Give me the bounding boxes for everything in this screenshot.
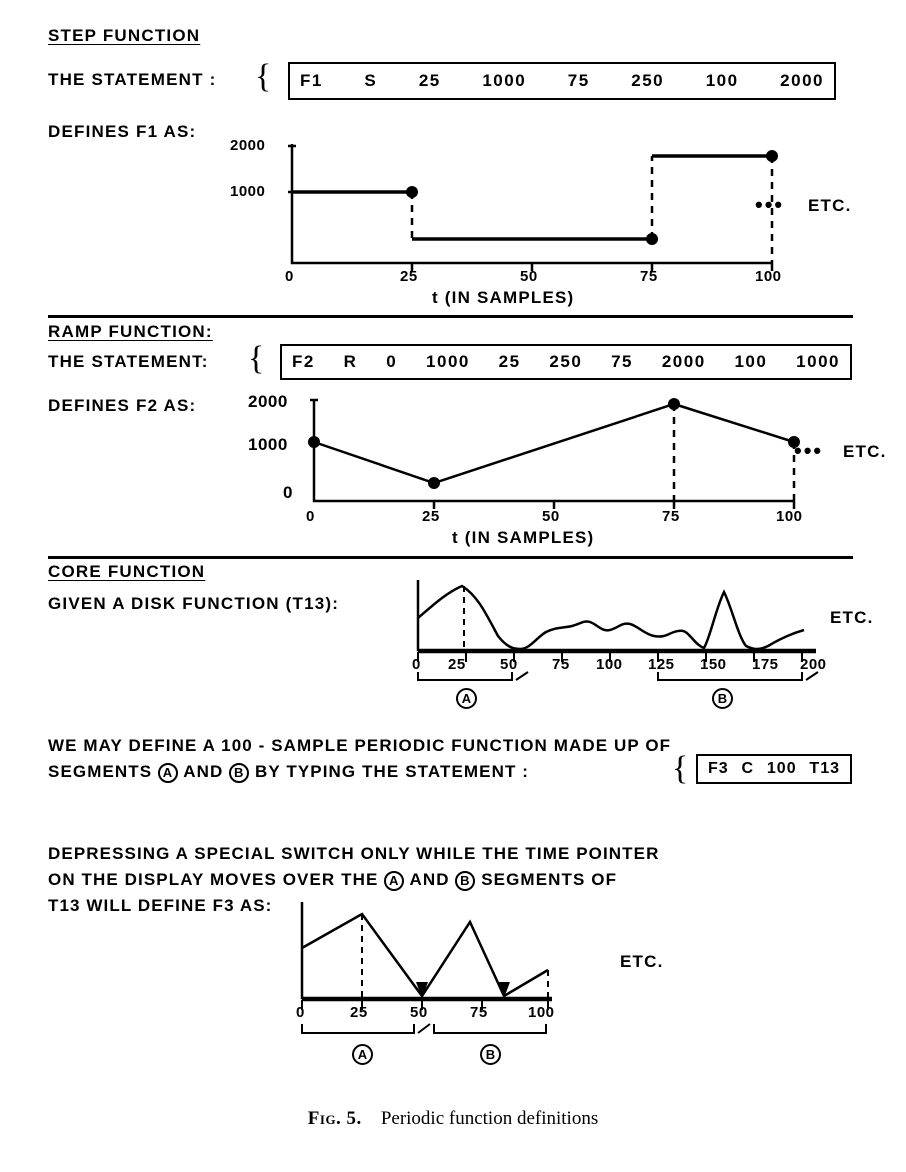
divider-2: [48, 556, 853, 559]
core-para2-pre: ON THE DISPLAY MOVES OVER THE: [48, 870, 379, 889]
disk-segment-braces: [416, 672, 836, 692]
step-etc-dots: •••: [755, 192, 785, 217]
step-token-6: 100: [705, 71, 739, 90]
step-statement-brace: {: [255, 58, 272, 95]
core-body-line-1: WE MAY DEFINE A 100 - SAMPLE PERIODIC FUNCTION MADE UP OF: [48, 736, 672, 755]
step-axis-label: t (IN SAMPLES): [432, 288, 575, 307]
step-statement-box[interactable]: [288, 62, 836, 100]
ramp-token-8: 100: [734, 352, 768, 371]
step-etc-label: ETC.: [808, 196, 852, 215]
ramp-ytick-1000: 1000: [248, 435, 288, 454]
disk-xtick-200: 200: [800, 656, 827, 673]
figure-caption-text: Periodic function definitions: [380, 1108, 599, 1129]
ramp-token-7: 2000: [661, 352, 706, 371]
disk-function-plot: [416, 578, 836, 660]
f3-segment-b-marker: B: [480, 1044, 501, 1065]
ramp-ytick-2000: 2000: [248, 392, 288, 411]
f3-etc-label: ETC.: [620, 952, 664, 971]
core-token-3: T13: [809, 760, 840, 777]
f3-xtick-75: 75: [470, 1004, 488, 1021]
ramp-xtick-0: 0: [306, 508, 315, 525]
core-body-line-2: [48, 760, 529, 783]
ramp-token-3: 1000: [426, 352, 470, 371]
f3-xtick-50: 50: [410, 1004, 428, 1021]
step-xtick-0: 0: [285, 268, 294, 285]
disk-xtick-100: 100: [596, 656, 623, 673]
ramp-xtick-100: 100: [776, 508, 803, 525]
disk-etc-label: ETC.: [830, 608, 874, 627]
core-body-segment-b: B: [229, 763, 249, 783]
disk-xtick-175: 175: [752, 656, 779, 673]
f3-xtick-0: 0: [296, 1004, 305, 1021]
ramp-token-5: 250: [549, 352, 583, 371]
ramp-token-6: 75: [611, 352, 634, 371]
ramp-token-0: F2: [292, 352, 315, 371]
disk-xtick-0: 0: [412, 656, 421, 673]
step-token-4: 75: [567, 71, 590, 90]
step-token-3: 1000: [482, 71, 527, 90]
core-given-label: GIVEN A DISK FUNCTION (T13):: [48, 594, 340, 613]
core-function-heading: CORE FUNCTION: [48, 562, 206, 581]
step-token-2: 25: [418, 71, 441, 90]
core-para2-post: SEGMENTS OF: [481, 870, 618, 889]
ramp-token-2: 0: [386, 352, 398, 371]
f3-segment-a-marker: A: [352, 1044, 373, 1065]
f3-segment-braces: [300, 1024, 580, 1044]
core-statement-box[interactable]: [696, 754, 852, 784]
ramp-statement-box[interactable]: [280, 344, 852, 380]
step-function-heading: STEP FUNCTION: [48, 26, 201, 45]
step-ytick-2000: 2000: [230, 137, 266, 154]
disk-xtick-125: 125: [648, 656, 675, 673]
step-token-7: 2000: [780, 71, 824, 90]
core-token-1: C: [741, 760, 755, 777]
figure-caption: [0, 1108, 906, 1130]
core-para2-line-1: DEPRESSING A SPECIAL SWITCH ONLY WHILE THE TIME POINTER: [48, 844, 660, 863]
step-function-plot: [288, 140, 808, 280]
core-statement-brace: {: [672, 750, 689, 787]
step-xtick-25: 25: [400, 268, 418, 285]
ramp-token-9: 1000: [796, 352, 840, 371]
core-para2-mid: AND: [409, 870, 450, 889]
ramp-function-heading: RAMP FUNCTION:: [48, 322, 213, 341]
ramp-function-plot: [310, 396, 830, 516]
step-token-5: 250: [631, 71, 665, 90]
ramp-ytick-0: 0: [283, 483, 293, 502]
ramp-token-4: 25: [498, 352, 521, 371]
ramp-axis-label: t (IN SAMPLES): [452, 528, 595, 547]
step-token-0: F1: [300, 71, 323, 90]
disk-xtick-75: 75: [552, 656, 570, 673]
ramp-defines-label: DEFINES F2 AS:: [48, 396, 197, 415]
core-body-seg-pre: SEGMENTS: [48, 762, 153, 781]
step-token-1: S: [364, 71, 378, 90]
ramp-xtick-25: 25: [422, 508, 440, 525]
divider-1: [48, 315, 853, 318]
core-body-seg-post: BY TYPING THE STATEMENT :: [255, 762, 530, 781]
ramp-xtick-50: 50: [542, 508, 560, 525]
step-xtick-75: 75: [640, 268, 658, 285]
step-xtick-100: 100: [755, 268, 782, 285]
ramp-etc-label: ETC.: [843, 442, 887, 461]
disk-xtick-25: 25: [448, 656, 466, 673]
step-ytick-1000: 1000: [230, 183, 266, 200]
core-para2-line-3: T13 WILL DEFINE F3 AS:: [48, 896, 273, 915]
core-token-0: F3: [708, 760, 729, 777]
ramp-statement-brace: {: [248, 340, 265, 377]
f3-xtick-100: 100: [528, 1004, 555, 1021]
core-body-segment-a: A: [158, 763, 178, 783]
core-para2-segment-a: A: [384, 871, 404, 891]
ramp-xtick-75: 75: [662, 508, 680, 525]
disk-xtick-150: 150: [700, 656, 727, 673]
ramp-token-1: R: [343, 352, 358, 371]
core-para2-line-2: [48, 868, 617, 891]
segment-a-marker: A: [456, 688, 477, 709]
core-body-seg-mid: AND: [183, 762, 224, 781]
step-xtick-50: 50: [520, 268, 538, 285]
ramp-etc-dots: •••: [794, 438, 824, 463]
figure-number: Fig. 5.: [307, 1108, 362, 1129]
step-statement-label: THE STATEMENT :: [48, 70, 217, 89]
core-para2-segment-b: B: [455, 871, 475, 891]
segment-b-marker: B: [712, 688, 733, 709]
step-defines-label: DEFINES F1 AS:: [48, 122, 197, 141]
f3-xtick-25: 25: [350, 1004, 368, 1021]
ramp-statement-label: THE STATEMENT:: [48, 352, 209, 371]
disk-xtick-50: 50: [500, 656, 518, 673]
f3-result-plot: [300, 900, 580, 1010]
core-token-2: 100: [766, 760, 797, 777]
